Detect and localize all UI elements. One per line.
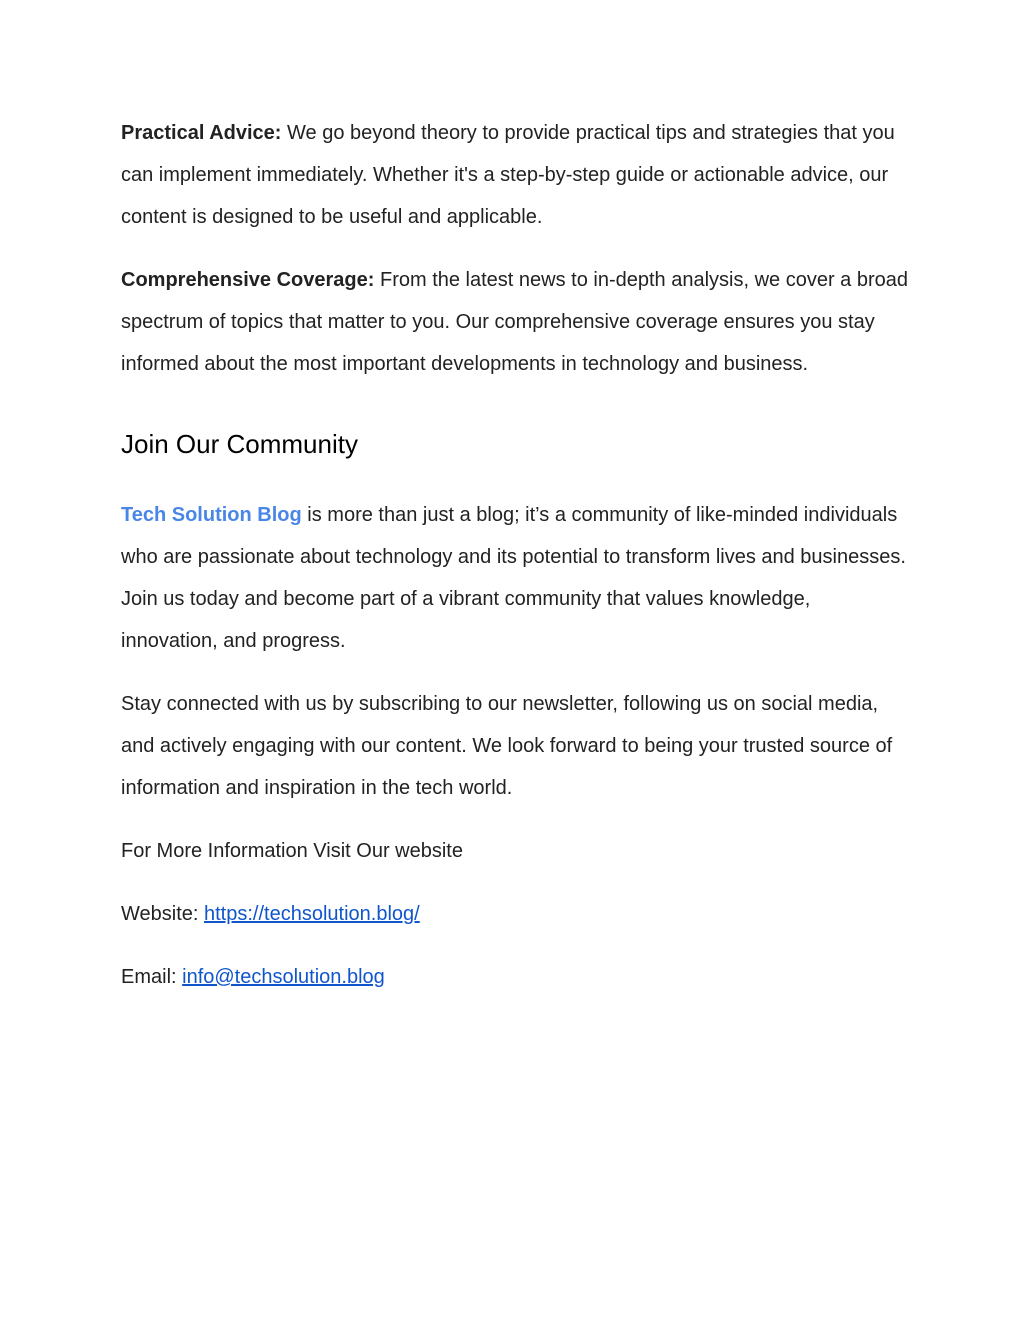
comprehensive-coverage-paragraph [121,259,911,385]
email-label: Email: [121,966,183,988]
more-info-text: For More Information Visit Our website [121,840,463,862]
practical-advice-text: We go beyond theory to provide practical tips and strategies that you can implement immediately. Whether it's a step-by-step guide or actionable advice, our content is designed to be useful and applicable. [121,122,895,228]
website-line [121,893,911,935]
stay-connected-paragraph: Stay connected with us by subscribing to our newsletter, following us on social media, and actively engaging with our content. We look forward to being your trusted source of information and inspiration in the tech world. [121,693,893,799]
email-line [121,956,911,998]
website-label: Website: [121,903,204,925]
brand-name: Tech Solution Blog [121,504,302,526]
practical-advice-paragraph [121,112,911,238]
comprehensive-coverage-label: Comprehensive Coverage: [121,269,375,291]
email-link[interactable]: info@techsolution.blog [182,966,385,988]
comprehensive-coverage-text: From the latest news to in-depth analysis, we cover a broad spectrum of topics that matter to you. Our comprehensive coverage ensures you stay informed about the most important developments in technology and business. [121,269,909,375]
website-link[interactable]: https://techsolution.blog/ [204,903,420,925]
practical-advice-label: Practical Advice: [121,122,282,144]
community-intro-paragraph [121,494,911,662]
join-community-heading: Join Our Community [121,429,358,459]
community-intro-text: is more than just a blog; it’s a community of like-minded individuals who are passionate about technology and its potential to transform lives and businesses. Join us today and become part of a vibrant community that values knowledge, innovation, and progress. [121,504,906,652]
document-page [121,112,911,998]
